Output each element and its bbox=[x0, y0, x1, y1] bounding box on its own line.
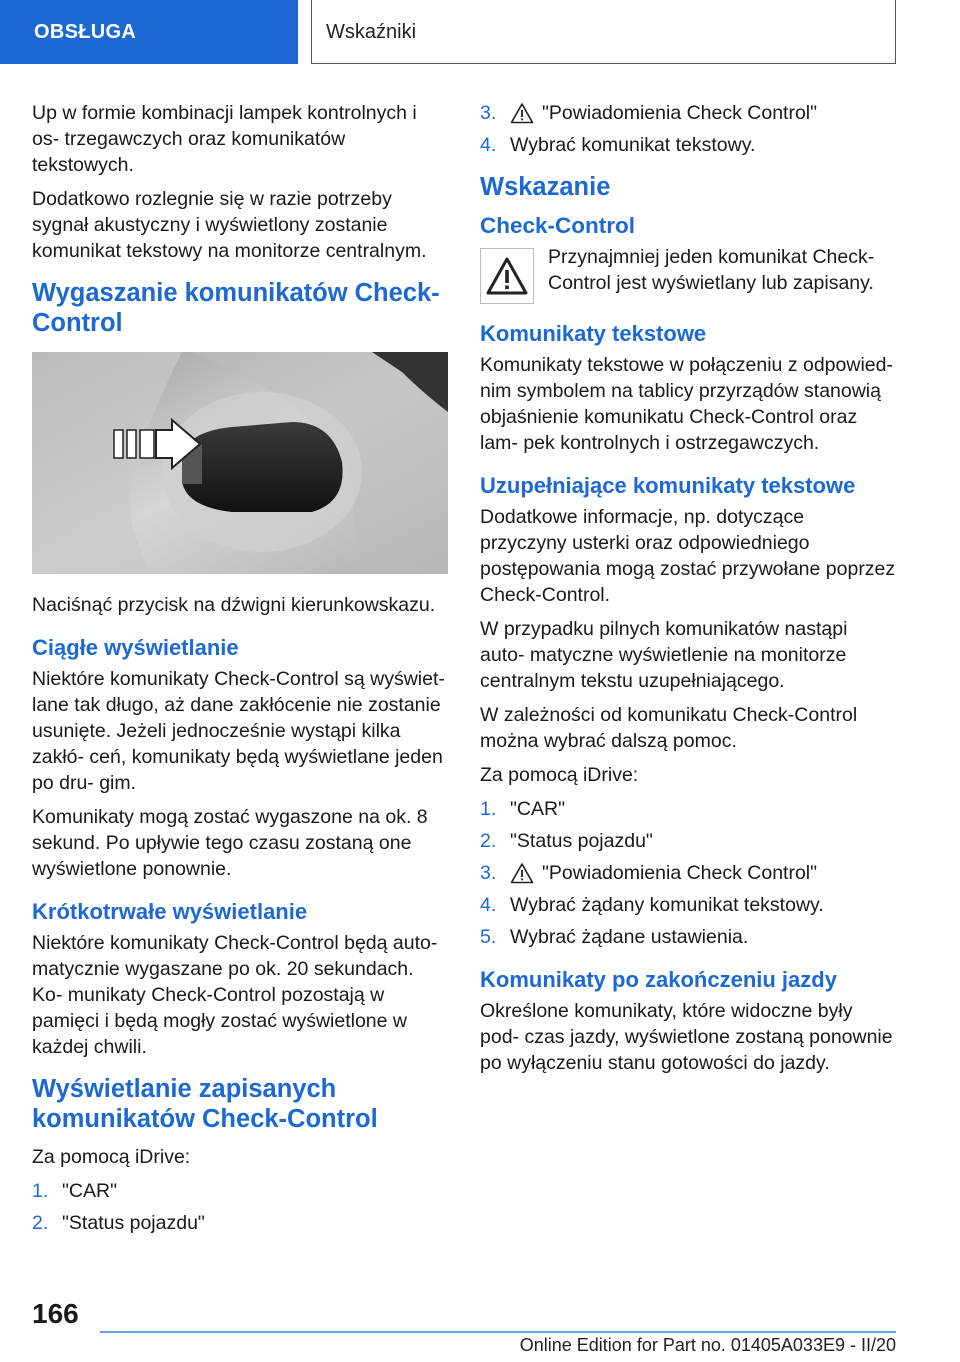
step-number: 2. bbox=[480, 830, 497, 852]
text-messages-paragraph: Komunikaty tekstowe w połączeniu z odpowied- nim symbolem na tablicy przyrządów stanowią objaśnienie komunikatu Check-Control oraz lam- pek kontrolnych i ostrzegawczych. bbox=[480, 354, 893, 454]
step-text: "Powiadomienia Check Control" bbox=[542, 102, 818, 124]
continuous-paragraph-2: Komunikaty mogą zostać wygaszone na ok. 8 sekund. Po upływie tego czasu zostaną one wyświetlone ponownie. bbox=[32, 806, 428, 880]
check-control-indicator bbox=[480, 244, 896, 304]
intro-paragraph-1: Up w formie kombinacji lampek kontrolnych i os- trzegawczych oraz komunikatów tekstowych. bbox=[32, 102, 417, 176]
heading-dismiss-messages: Wygaszanie komunikatów Check-Control bbox=[32, 279, 440, 337]
turn-signal-lever-photo bbox=[32, 352, 448, 574]
step-text: "Powiadomienia Check Control" bbox=[542, 862, 818, 884]
short-paragraph: Niektóre komunikaty Check-Control będą auto- matycznie wygaszane po ok. 20 sekundach. Ko- munikaty Check-Control pozostają w pamięci i będą mogły zostać wyświetlone w każdej chwili. bbox=[32, 932, 438, 1058]
step-number: 5. bbox=[480, 926, 497, 948]
list-item bbox=[480, 860, 896, 886]
section-tab: OBSŁUGA bbox=[0, 0, 298, 64]
footer-edition: Online Edition for Part no. 01405A033E9 - II/20 bbox=[519, 1335, 896, 1355]
supplementary-paragraph-1: Dodatkowe informacje, np. dotyczące przyczyny usterki oraz odpowiedniego postępowania mogą zostać przywołane poprzez Check-Control. bbox=[480, 506, 896, 606]
step-text: Wybrać żądane ustawienia. bbox=[510, 926, 749, 948]
warning-symbol-box bbox=[480, 248, 534, 304]
list-item bbox=[480, 796, 896, 822]
heading-after-drive-messages: Komunikaty po zakończeniu jazdy bbox=[480, 967, 837, 992]
chapter-title: Wskaźniki bbox=[311, 0, 896, 64]
step-number: 4. bbox=[480, 894, 497, 916]
step-text: "Status pojazdu" bbox=[510, 830, 653, 852]
step-text: Wybrać komunikat tekstowy. bbox=[510, 134, 756, 156]
list-item bbox=[480, 100, 896, 126]
check-control-text: Przynajmniej jeden komunikat Check- Control jest wyświetlany lub zapisany. bbox=[548, 246, 875, 294]
step-number: 3. bbox=[480, 862, 497, 884]
supplementary-intro: Za pomocą iDrive: bbox=[480, 764, 639, 786]
list-item bbox=[480, 924, 896, 950]
heading-short-display: Krótkotrwałe wyświetlanie bbox=[32, 899, 308, 924]
list-item bbox=[480, 892, 896, 918]
footer-divider bbox=[100, 1331, 896, 1333]
supplementary-paragraph-2: W przypadku pilnych komunikatów nastąpi auto- matyczne wyświetlenie na monitorze centralnym tekstu uzupełniającego. bbox=[480, 618, 848, 692]
step-number: 1. bbox=[480, 798, 497, 820]
warning-triangle-icon bbox=[510, 102, 534, 124]
right-column bbox=[480, 100, 896, 1084]
step-text: "CAR" bbox=[510, 798, 566, 820]
step-text: "CAR" bbox=[62, 1180, 118, 1202]
step-text: Wybrać żądany komunikat tekstowy. bbox=[510, 894, 824, 916]
heading-stored-messages: Wyświetlanie zapisanych komunikatów Check-Control bbox=[32, 1075, 378, 1133]
heading-supplementary-messages: Uzupełniające komunikaty tekstowe bbox=[480, 473, 856, 498]
heading-indication: Wskazanie bbox=[480, 173, 611, 201]
step-text: "Status pojazdu" bbox=[62, 1212, 205, 1234]
list-item bbox=[480, 828, 896, 854]
stored-steps-continued bbox=[480, 100, 896, 158]
continuous-paragraph-1: Niektóre komunikaty Check-Control są wyświet- lane tak długo, aż dane zakłócenie nie zostanie usunięte. Jeżeli jednocześnie wystąpi kilka zakłó- ceń, komunikaty będą wyświetlane jeden po dru- gim. bbox=[32, 668, 445, 794]
supplementary-steps-list bbox=[480, 796, 896, 950]
list-item bbox=[32, 1178, 448, 1204]
warning-triangle-icon bbox=[510, 862, 534, 884]
step-number: 4. bbox=[480, 134, 497, 156]
after-drive-paragraph: Określone komunikaty, które widoczne były pod- czas jazdy, wyświetlone zostaną ponownie po wyłączeniu stanu gotowości do jazdy. bbox=[480, 1000, 893, 1074]
left-column bbox=[32, 100, 448, 1244]
heading-continuous-display: Ciągłe wyświetlanie bbox=[32, 635, 239, 660]
photo-caption: Naciśnąć przycisk na dźwigni kierunkowskazu. bbox=[32, 594, 436, 616]
page-number: 166 bbox=[32, 1298, 79, 1329]
step-number: 3. bbox=[480, 102, 497, 124]
warning-triangle-icon bbox=[485, 256, 529, 296]
intro-paragraph-2: Dodatkowo rozlegnie się w razie potrzeby sygnał akustyczny i wyświetlony zostanie komunikat tekstowy na monitorze centralnym. bbox=[32, 188, 427, 262]
stored-steps-list bbox=[32, 1178, 448, 1236]
supplementary-paragraph-3: W zależności od komunikatu Check-Control można wybrać dalszą pomoc. bbox=[480, 704, 858, 752]
list-item bbox=[480, 132, 896, 158]
heading-check-control: Check-Control bbox=[480, 213, 636, 238]
step-number: 1. bbox=[32, 1180, 49, 1202]
stored-intro: Za pomocą iDrive: bbox=[32, 1146, 191, 1168]
heading-text-messages: Komunikaty tekstowe bbox=[480, 321, 707, 346]
step-number: 2. bbox=[32, 1212, 49, 1234]
list-item bbox=[32, 1210, 448, 1236]
